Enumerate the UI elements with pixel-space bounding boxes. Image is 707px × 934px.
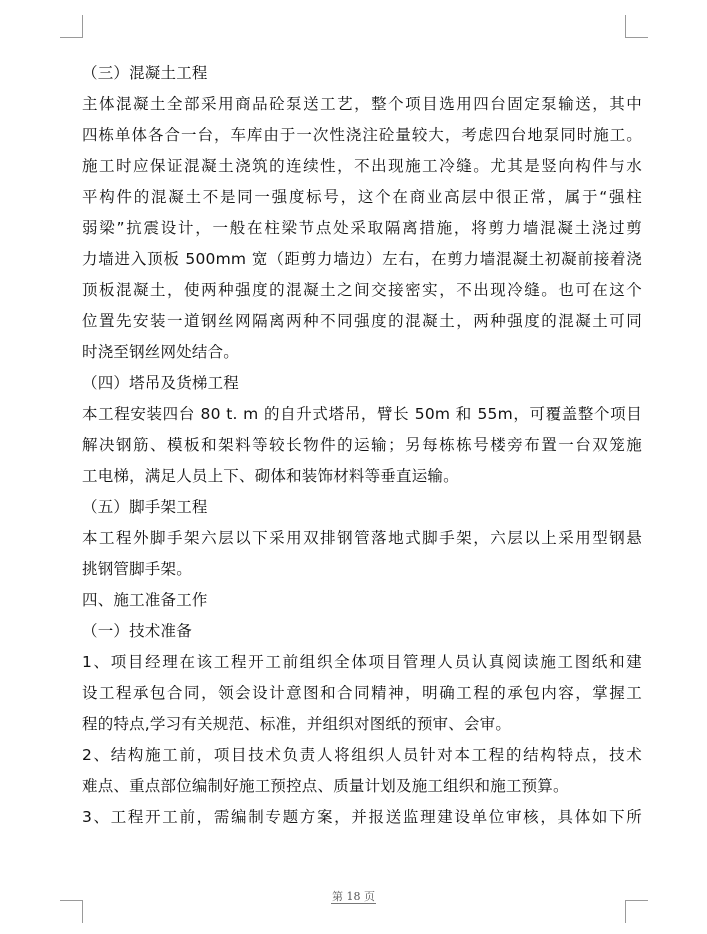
text-line: 1、项目经理在该工程开工前组织全体项目管理人员认真阅读施工图纸和建: [82, 653, 642, 671]
page-footer: [0, 888, 707, 904]
text-line: 工电梯，满足人员上下、砌体和装饰材料等垂直运输。: [82, 467, 459, 485]
text-line: 3、工程开工前，需编制专题方案，并报送监理建设单位审核，具体如下所: [82, 808, 642, 826]
text-line: 本工程外脚手架六层以下采用双排钢管落地式脚手架，六层以上采用型钢悬: [82, 529, 642, 547]
text-line: （三）混凝土工程: [82, 64, 208, 82]
text-line: 四、施工准备工作: [82, 591, 208, 609]
text-line: 解决钢筋、模板和架料等较长物件的运输；另每栋栋号楼旁布置一台双笼施: [82, 436, 642, 454]
text-line: 平构件的混凝土不是同一强度标号，这个在商业高层中很正常，属于“强柱: [82, 188, 642, 206]
corner-mark-top-left: [60, 15, 83, 38]
text-line: （五）脚手架工程: [82, 498, 208, 516]
text-line: 主体混凝土全部采用商品砼泵送工艺，整个项目选用四台固定泵输送，其中: [82, 95, 642, 113]
text-line: 顶板混凝土，使两种强度的混凝土之间交接密实，不出现冷缝。也可在这个: [82, 281, 642, 299]
page-body: [82, 58, 642, 833]
text-line: 程的特点,学习有关规范、标准，并组织对图纸的预审、会审。: [82, 715, 512, 733]
text-line: （四）塔吊及货梯工程: [82, 374, 240, 392]
text-line: （一）技术准备: [82, 622, 192, 640]
text-line: 力墙进入顶板 500mm 宽（距剪力墙边）左右，在剪力墙混凝土初凝前接着浇: [82, 250, 642, 268]
text-line: 2、结构施工前，项目技术负责人将组织人员针对本工程的结构特点，技术: [82, 746, 642, 764]
text-line: 设工程承包合同，领会设计意图和合同精神，明确工程的承包内容，掌握工: [82, 684, 642, 702]
text-line: 位置先安装一道钢丝网隔离两种不同强度的混凝土，两种强度的混凝土可同: [82, 312, 642, 330]
text-line: 难点、重点部位编制好施工预控点、质量计划及施工组织和施工预算。: [82, 777, 569, 795]
text-line: 弱梁”抗震设计，一般在柱梁节点处采取隔离措施，将剪力墙混凝土浇过剪: [82, 219, 642, 237]
text-line: 四栋单体各合一台，车库由于一次性浇注砼量较大，考虑四台地泵同时施工。: [82, 126, 642, 144]
text-line: 本工程安装四台 80 t. m 的自升式塔吊，臂长 50m 和 55m，可覆盖整个项目: [82, 405, 642, 423]
corner-mark-top-right: [625, 15, 648, 38]
text-line: 挑钢管脚手架。: [82, 560, 192, 578]
text-line: 时浇至钢丝网处结合。: [82, 343, 240, 361]
text-line: 施工时应保证混凝土浇筑的连续性，不出现施工冷缝。尤其是竖向构件与水: [82, 157, 642, 175]
page-number: 第 18 页: [332, 890, 375, 903]
